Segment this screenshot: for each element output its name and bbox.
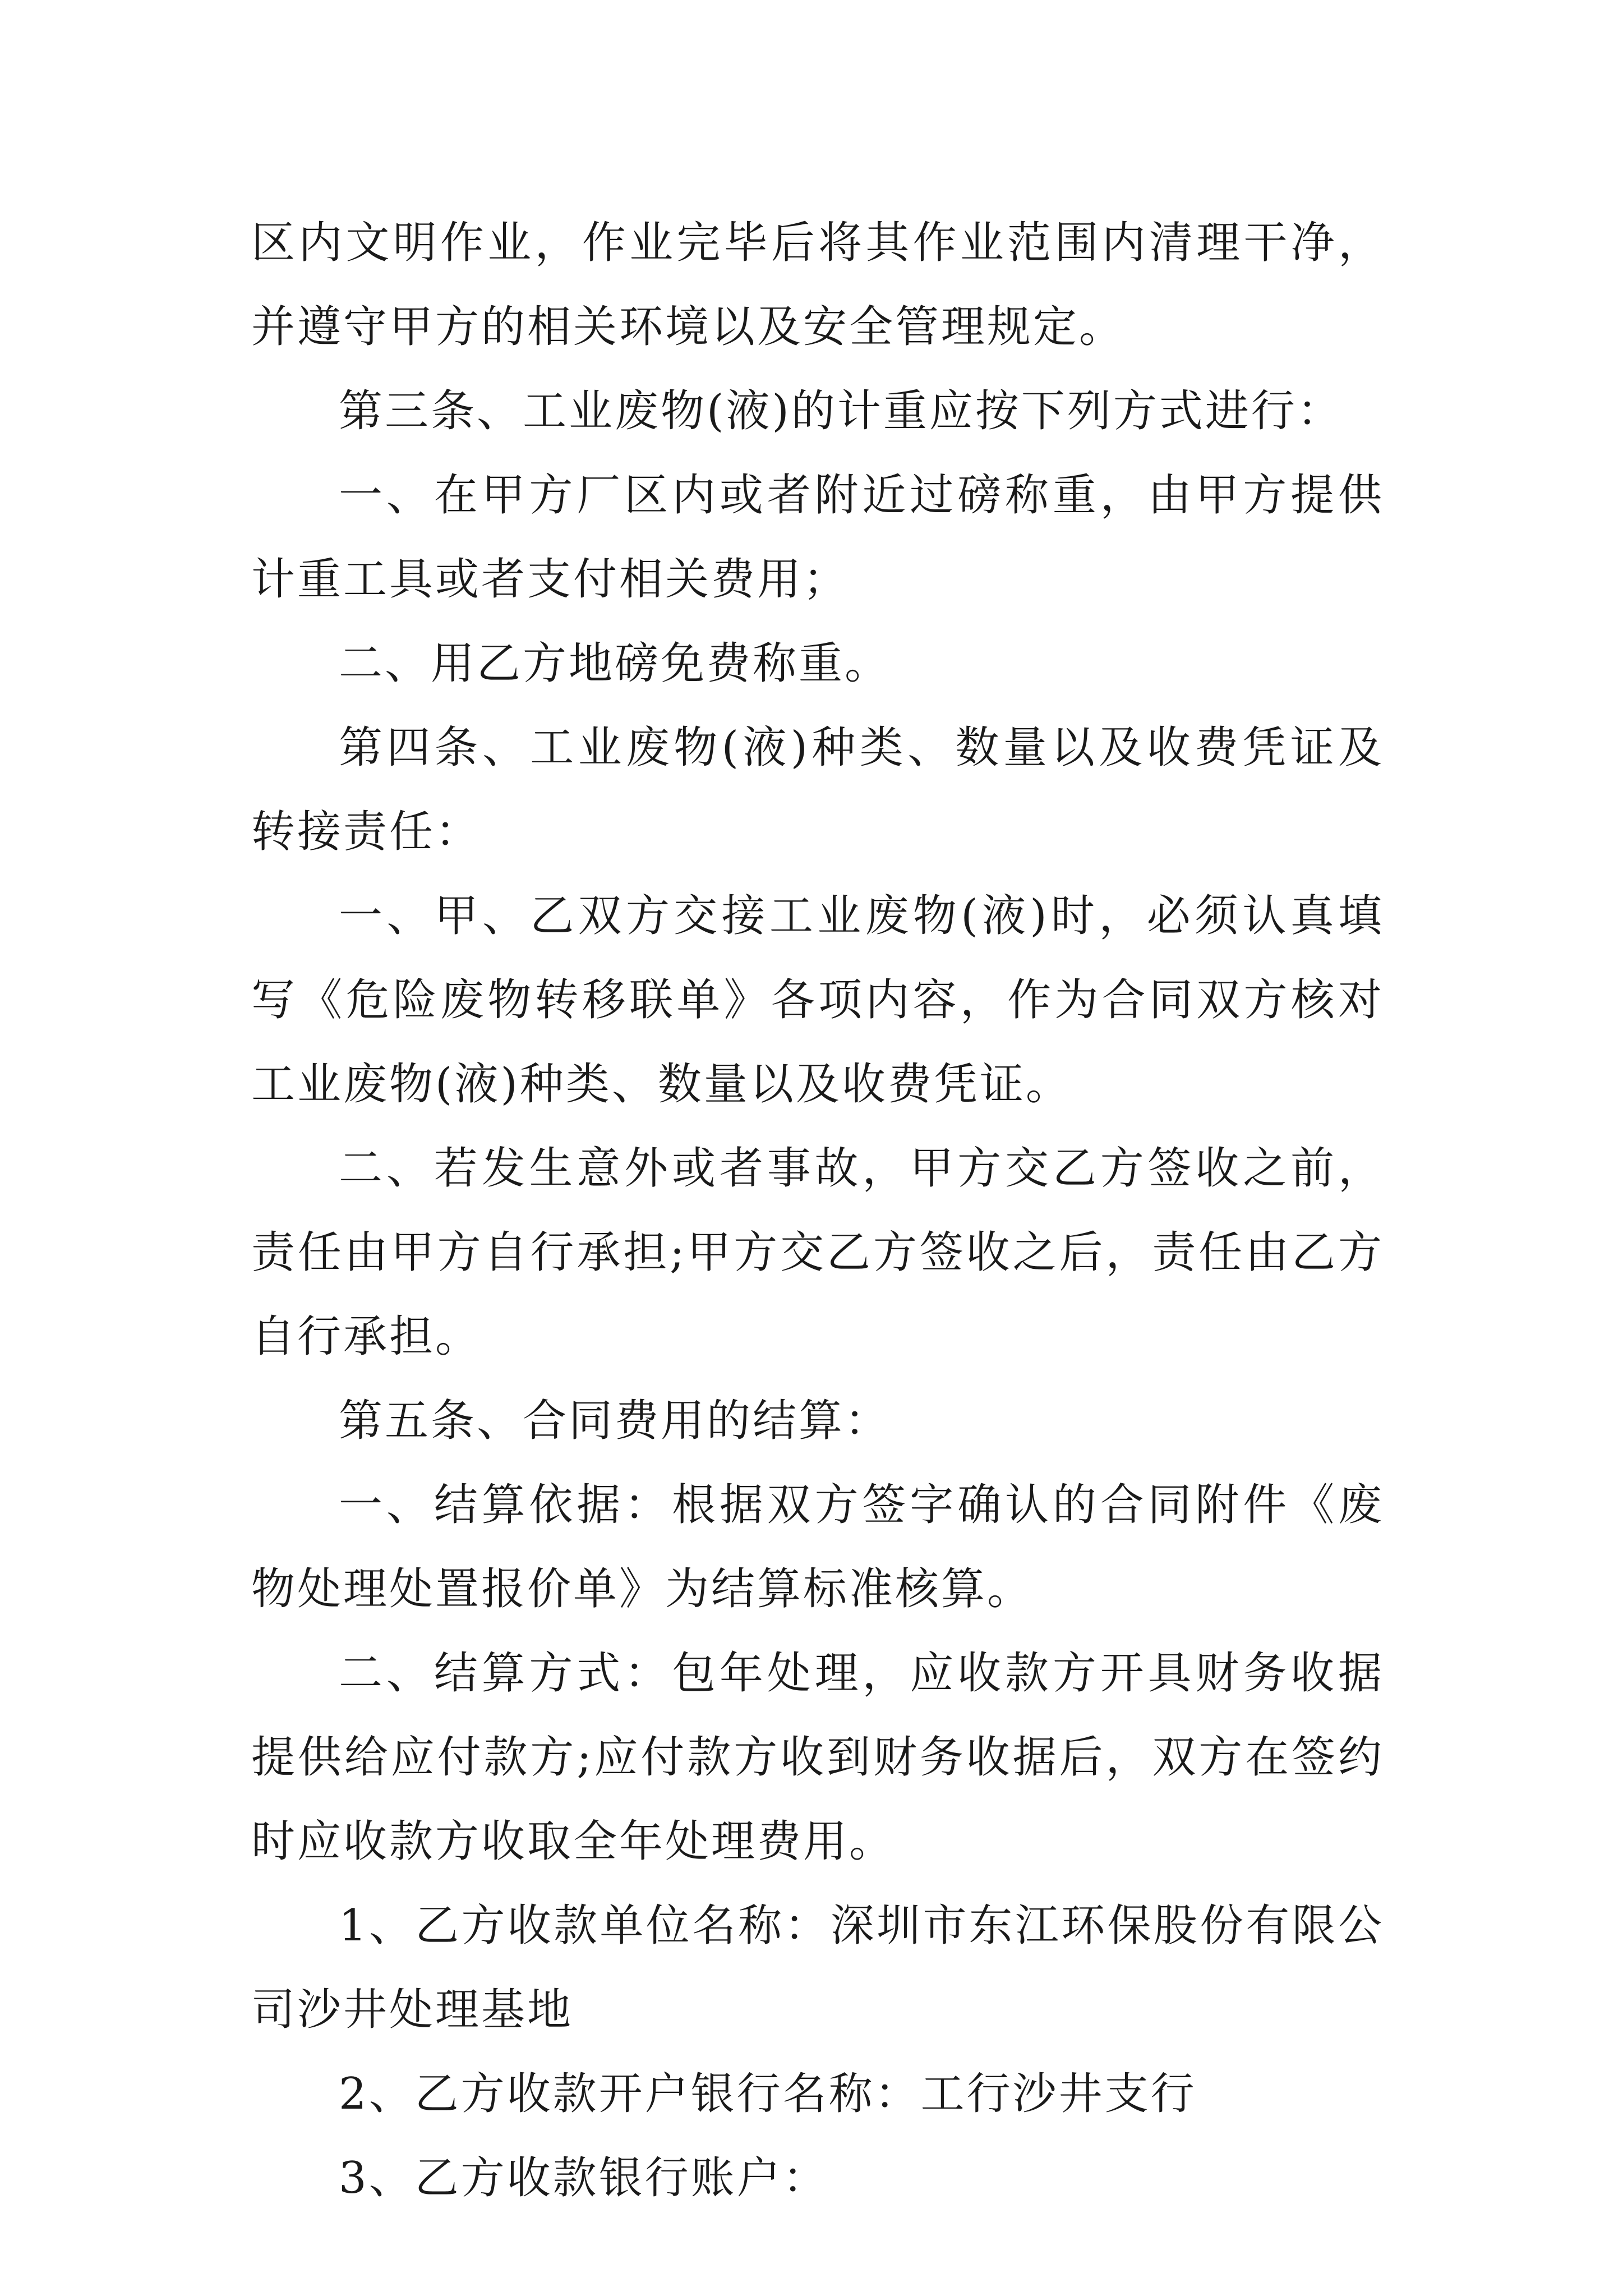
payee-bank-name: 2、乙方收款开户银行名称：工行沙井支行 xyxy=(339,2069,1197,2119)
article-three-item-two: 二、用乙方地磅免费称重。 xyxy=(339,638,891,689)
paragraph-continuation: 区内文明作业，作业完毕后将其作业范围内清理干净，并遵守甲方的相关环境以及安全管理规定。 xyxy=(251,218,1384,352)
article-three-heading: 第三条、工业废物(液)的计重应按下列方式进行： xyxy=(339,386,1343,436)
article-five-item-one: 一、结算依据：根据双方签字确认的合同附件《废物处理处置报价单》为结算标准核算。 xyxy=(251,1480,1384,1614)
article-five-heading: 第五条、合同费用的结算： xyxy=(339,1396,891,1446)
payee-name: 1、乙方收款单位名称：深圳市东江环保股份有限公司沙井处理基地 xyxy=(251,1901,1384,2035)
article-five-item-two: 二、结算方式：包年处理，应收款方开具财务收据提供给应付款方;应付款方收到财务收据后，双方在签约时应收款方收取全年处理费用。 xyxy=(251,1648,1384,1867)
article-four-heading: 第四条、工业废物(液)种类、数量以及收费凭证及转接责任： xyxy=(251,723,1384,857)
article-four-item-one: 一、甲、乙双方交接工业废物(液)时，必须认真填写《危险废物转移联单》各项内容，作为合同双方核对工业废物(液)种类、数量以及收费凭证。 xyxy=(251,891,1384,1110)
article-four-item-two: 二、若发生意外或者事故，甲方交乙方签收之前，责任由甲方自行承担;甲方交乙方签收之后，责任由乙方自行承担。 xyxy=(251,1143,1384,1362)
article-three-item-one: 一、在甲方厂区内或者附近过磅称重，由甲方提供计重工具或者支付相关费用； xyxy=(251,470,1384,605)
payee-bank-account: 3、乙方收款银行账户： xyxy=(339,2153,829,2203)
document-body xyxy=(251,201,1384,2220)
